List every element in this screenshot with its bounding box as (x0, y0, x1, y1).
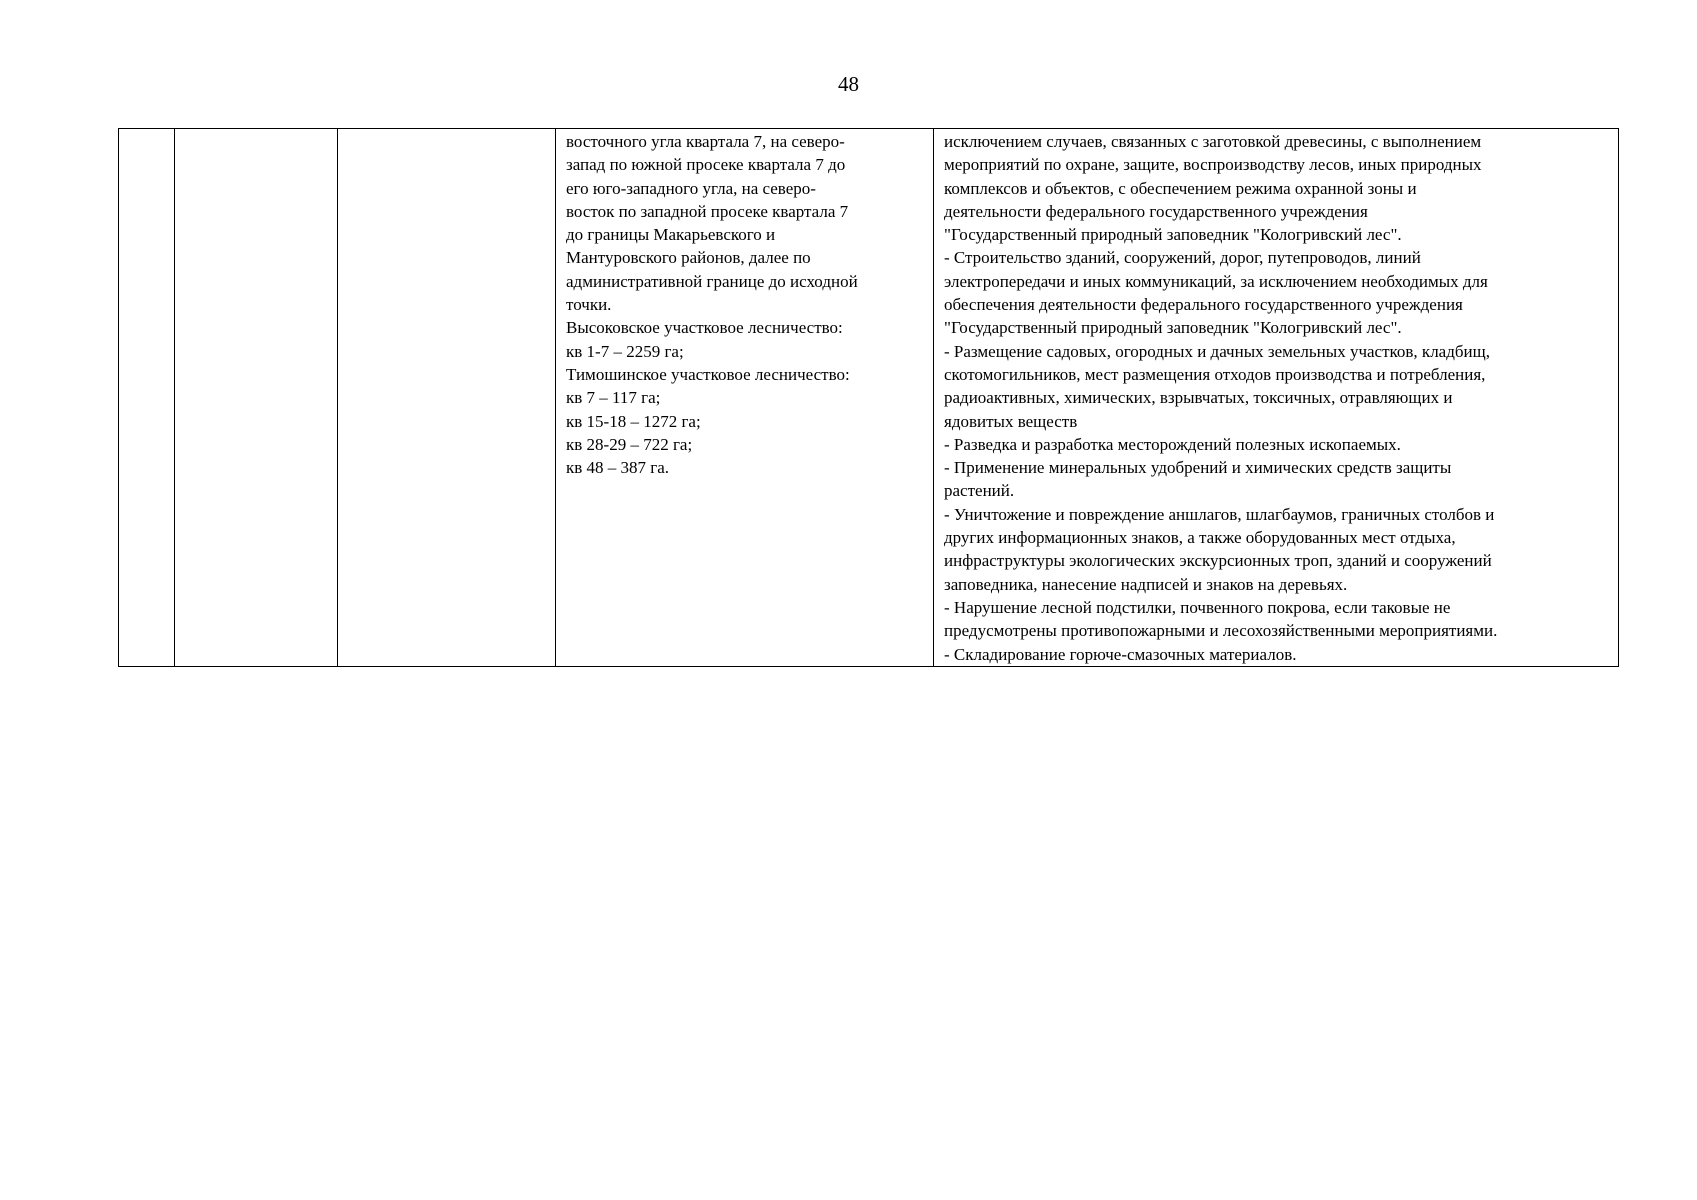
restriction-text-line: - Строительство зданий, сооружений, дорог, путепроводов, линий (944, 248, 1421, 268)
table-cell-number (119, 129, 175, 667)
restriction-text-line: других информационных знаков, а также оборудованных мест отдыха, (944, 528, 1456, 548)
quarter-entry: кв 7 – 117 га; (566, 388, 661, 408)
restriction-text-line: мероприятий по охране, защите, воспроизводству лесов, иных природных (944, 155, 1482, 175)
boundary-text-line: Мантуровского районов, далее по (566, 248, 811, 268)
restriction-text-line: ядовитых веществ (944, 411, 1078, 431)
restriction-text-line: растений. (944, 481, 1015, 501)
restriction-text-line: электропередачи и иных коммуникаций, за исключением необходимых для (944, 271, 1488, 291)
restriction-text-line: деятельности федерального государственного учреждения (944, 201, 1368, 221)
quarter-entry: кв 1-7 – 2259 га; (566, 341, 684, 361)
table-cell-restrictions (934, 129, 1619, 667)
boundary-text-line: до границы Макарьевского и (566, 225, 776, 245)
boundary-text-line: точки. (566, 295, 612, 315)
restriction-text-line: комплексов и объектов, с обеспечением режима охранной зоны и (944, 178, 1417, 198)
restriction-text-line: - Размещение садовых, огородных и дачных земельных участков, кладбищ, (944, 341, 1490, 361)
forestry-heading: Тимошинское участковое лесничество: (566, 364, 850, 384)
quarter-entry: кв 28-29 – 722 га; (566, 434, 693, 454)
quarter-entry: кв 15-18 – 1272 га; (566, 411, 701, 431)
table-row (119, 129, 1619, 667)
table-cell-boundary-description (556, 129, 934, 667)
restriction-text-line: "Государственный природный заповедник "Кологривский лес". (944, 225, 1402, 245)
boundary-text-line: восточного угла квартала 7, на северо- (566, 132, 845, 151)
boundary-text-line: административной границе до исходной (566, 271, 858, 291)
restriction-text-line: - Уничтожение и повреждение аншлагов, шлагбаумов, граничных столбов и (944, 504, 1495, 524)
restriction-text-line: обеспечения деятельности федерального государственного учреждения (944, 295, 1463, 315)
page-number: 48 (838, 72, 859, 96)
restriction-text-line: - Применение минеральных удобрений и химических средств защиты (944, 458, 1452, 478)
forestry-heading: Высоковское участковое лесничество: (566, 318, 843, 338)
restriction-text-line: - Разведка и разработка месторождений полезных ископаемых. (944, 434, 1401, 454)
restriction-text-line: радиоактивных, химических, взрывчатых, токсичных, отравляющих и (944, 388, 1453, 408)
restriction-text-line: - Нарушение лесной подстилки, почвенного покрова, если таковые не (944, 597, 1451, 617)
restriction-text-line: заповедника, нанесение надписей и знаков на деревьях. (944, 574, 1348, 594)
boundary-text-line: восток по западной просеке квартала 7 (566, 201, 849, 221)
restriction-text-line: скотомогильников, мест размещения отходов производства и потребления, (944, 364, 1486, 384)
table-cell-name (175, 129, 338, 667)
restriction-text-line: - Складирование горюче-смазочных материалов. (944, 644, 1297, 664)
quarter-entry: кв 48 – 387 га. (566, 458, 670, 478)
restriction-text-line: "Государственный природный заповедник "Кологривский лес". (944, 318, 1402, 338)
boundary-text-line: запад по южной просеке квартала 7 до (566, 155, 846, 175)
restriction-text-line: предусмотрены противопожарными и лесохозяйственными мероприятиями. (944, 621, 1498, 641)
regulation-table (118, 128, 1619, 667)
restriction-text-line: исключением случаев, связанных с заготовкой древесины, с выполнением (944, 132, 1482, 151)
table-cell-location (338, 129, 556, 667)
boundary-text-line: его юго-западного угла, на северо- (566, 178, 816, 198)
restriction-text-line: инфраструктуры экологических экскурсионных троп, зданий и сооружений (944, 551, 1492, 571)
